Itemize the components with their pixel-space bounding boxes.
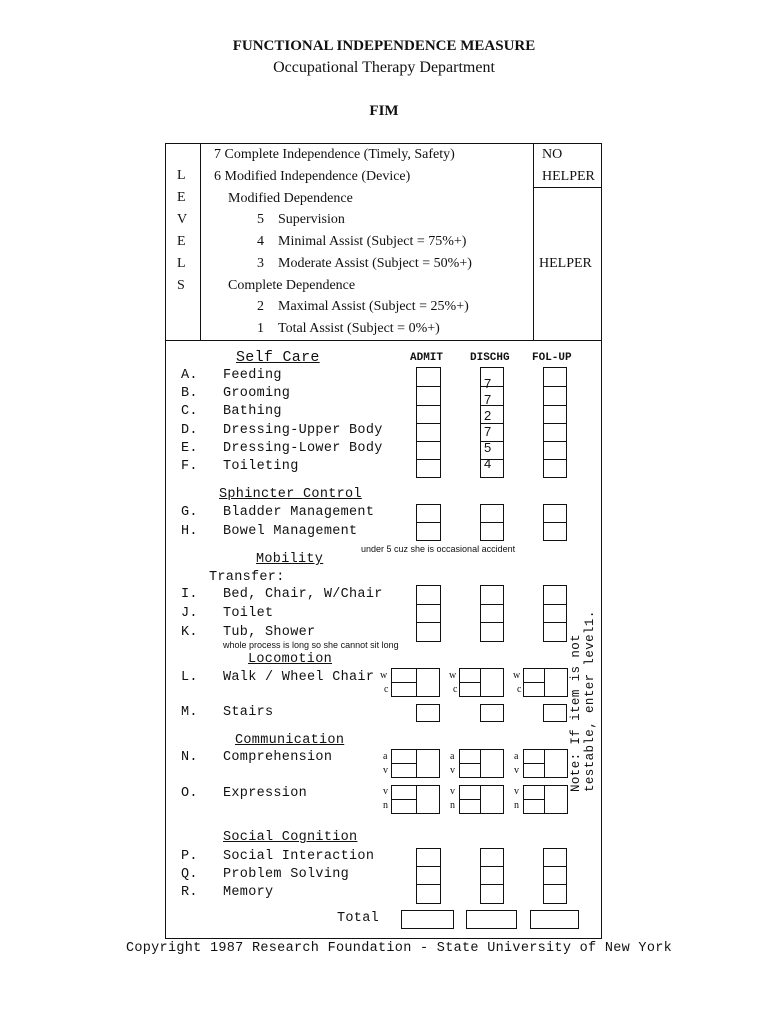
item-q-label: Problem Solving <box>223 867 350 882</box>
folup-box-j[interactable] <box>543 604 567 624</box>
folup-c-letter: c <box>517 684 522 695</box>
folup-box-q[interactable] <box>543 866 567 886</box>
item-b-letter: B. <box>181 386 198 401</box>
form-title: FUNCTIONAL INDEPENDENCE MEASURE <box>232 38 536 54</box>
folup-box-d[interactable] <box>543 423 567 443</box>
item-h-letter: H. <box>181 524 198 539</box>
item-h-label: Bowel Management <box>223 524 358 539</box>
item-a-letter: A. <box>181 368 198 383</box>
folup-wheelchair-box[interactable] <box>523 682 545 697</box>
dischg-v2-letter: v <box>450 786 455 797</box>
folup-box-n[interactable] <box>544 749 568 778</box>
levels-bottom-divider <box>165 340 602 341</box>
admit-box-n[interactable] <box>416 749 440 778</box>
dischg-score-d: 7 <box>484 424 492 439</box>
item-k-letter: K. <box>181 625 198 640</box>
levels-letter-5: L <box>177 256 186 271</box>
item-i-label: Bed, Chair, W/Chair <box>223 587 383 602</box>
level-3: Moderate Assist (Subject = 50%+) <box>278 256 472 271</box>
transfer-label: Transfer: <box>209 570 285 585</box>
admit-box-g[interactable] <box>416 504 441 523</box>
column-admit: ADMIT <box>410 352 444 364</box>
admit-total-box[interactable] <box>401 910 454 929</box>
dischg-nonvocal-box[interactable] <box>459 799 481 814</box>
tub-note: whole process is long so she cannot sit long <box>223 640 399 650</box>
admit-box-o[interactable] <box>416 785 440 814</box>
admit-box-m[interactable] <box>416 704 440 722</box>
dischg-box-p[interactable] <box>480 848 504 868</box>
item-c-label: Bathing <box>223 404 282 419</box>
levels-letter-6: S <box>177 278 185 293</box>
folup-a-letter: a <box>514 751 519 762</box>
item-r-letter: R. <box>181 885 198 900</box>
folup-walk-box[interactable] <box>523 668 545 683</box>
admit-box-r[interactable] <box>416 884 441 904</box>
admit-n-letter: n <box>383 800 388 811</box>
admit-box-e[interactable] <box>416 441 441 461</box>
dischg-vocal-box[interactable] <box>459 785 481 800</box>
dischg-wheelchair-box[interactable] <box>459 682 481 697</box>
admit-box-a[interactable] <box>416 367 441 387</box>
admit-box-p[interactable] <box>416 848 441 868</box>
admit-box-q[interactable] <box>416 866 441 886</box>
folup-box-i[interactable] <box>543 585 567 605</box>
level-4-num: 4 <box>257 234 264 249</box>
item-f-letter: F. <box>181 459 198 474</box>
item-p-label: Social Interaction <box>223 849 375 864</box>
dischg-score-f: 4 <box>484 456 492 471</box>
item-e-label: Dressing-Lower Body <box>223 441 383 456</box>
folup-n-letter: n <box>514 800 519 811</box>
folup-v2-letter: v <box>514 786 519 797</box>
dischg-auditory-box[interactable] <box>459 749 481 764</box>
admit-walk-box[interactable] <box>391 668 417 683</box>
levels-letter-3: V <box>177 212 188 227</box>
modified-dependence: Modified Dependence <box>228 191 353 206</box>
dischg-box-k[interactable] <box>480 622 504 642</box>
item-f-label: Toileting <box>223 459 299 474</box>
item-d-label: Dressing-Upper Body <box>223 423 383 438</box>
levels-left-divider <box>200 143 201 341</box>
dischg-box-r[interactable] <box>480 884 504 904</box>
admit-nonvocal-box[interactable] <box>391 799 417 814</box>
folup-box-g[interactable] <box>543 504 567 523</box>
item-m-letter: M. <box>181 705 198 720</box>
dischg-a-letter: a <box>450 751 455 762</box>
dischg-total-box[interactable] <box>466 910 517 929</box>
helper-divider <box>533 187 602 188</box>
form-name: FIM <box>369 103 399 119</box>
folup-box-e[interactable] <box>543 441 567 461</box>
levels-letter-2: E <box>177 190 186 205</box>
dischg-n-letter: n <box>450 800 455 811</box>
folup-box-l[interactable] <box>544 668 568 697</box>
department-subtitle: Occupational Therapy Department <box>273 59 495 76</box>
admit-wheelchair-box[interactable] <box>391 682 417 697</box>
dischg-score-b: 7 <box>484 392 492 407</box>
helper-label: HELPER <box>539 256 592 271</box>
folup-box-o[interactable] <box>544 785 568 814</box>
folup-box-c[interactable] <box>543 405 567 425</box>
admit-box-b[interactable] <box>416 386 441 406</box>
item-a-label: Feeding <box>223 368 282 383</box>
column-folup: FOL-UP <box>532 352 572 364</box>
folup-auditory-box[interactable] <box>523 749 545 764</box>
folup-nonvocal-box[interactable] <box>523 799 545 814</box>
dischg-c-letter: c <box>453 684 458 695</box>
folup-box-h[interactable] <box>543 522 567 541</box>
item-n-label: Comprehension <box>223 750 333 765</box>
folup-v-letter: v <box>514 765 519 776</box>
section-locomotion: Locomotion <box>248 652 333 667</box>
admit-vocal-box[interactable] <box>391 785 417 800</box>
side-note: Note: If item is not testable, enter level1. <box>569 610 597 792</box>
admit-box-f[interactable] <box>416 459 441 478</box>
item-e-letter: E. <box>181 441 198 456</box>
admit-c-letter: c <box>384 684 389 695</box>
levels-letter-4: E <box>177 234 186 249</box>
section-self-care: Self Care <box>236 349 320 366</box>
levels-letter-1: L <box>177 168 186 183</box>
folup-box-r[interactable] <box>543 884 567 904</box>
dischg-box-q[interactable] <box>480 866 504 886</box>
admit-v-letter: v <box>383 765 388 776</box>
section-social-cognition: Social Cognition <box>223 830 358 845</box>
item-g-letter: G. <box>181 505 198 520</box>
dischg-box-i[interactable] <box>480 585 504 605</box>
total-label: Total <box>337 911 380 926</box>
dischg-visual-box[interactable] <box>459 763 481 778</box>
dischg-box-j[interactable] <box>480 604 504 624</box>
item-c-letter: C. <box>181 404 198 419</box>
level-1-num: 1 <box>257 321 264 336</box>
column-dischg: DISCHG <box>470 352 510 364</box>
admit-box-i[interactable] <box>416 585 441 605</box>
item-d-letter: D. <box>181 423 198 438</box>
level-2: Maximal Assist (Subject = 25%+) <box>278 299 469 314</box>
complete-dependence: Complete Dependence <box>228 278 356 293</box>
dischg-v-letter: v <box>450 765 455 776</box>
item-r-label: Memory <box>223 885 274 900</box>
admit-w-letter: w <box>380 670 388 681</box>
folup-box-f[interactable] <box>543 459 567 478</box>
dischg-box-l[interactable] <box>480 668 504 697</box>
item-m-label: Stairs <box>223 705 274 720</box>
section-communication: Communication <box>235 733 345 748</box>
level-5: Supervision <box>278 212 345 227</box>
level-7: 7 Complete Independence (Timely, Safety) <box>214 147 455 162</box>
admit-box-j[interactable] <box>416 604 441 624</box>
item-k-label: Tub, Shower <box>223 625 316 640</box>
dischg-box-m[interactable] <box>480 704 504 722</box>
item-g-label: Bladder Management <box>223 505 375 520</box>
no-helper-helper: HELPER <box>542 169 595 184</box>
item-j-label: Toilet <box>223 606 274 621</box>
section-sphincter-control: Sphincter Control <box>219 487 362 502</box>
admit-box-d[interactable] <box>416 423 441 443</box>
admit-box-h[interactable] <box>416 522 441 541</box>
folup-box-b[interactable] <box>543 386 567 406</box>
admit-a-letter: a <box>383 751 388 762</box>
folup-visual-box[interactable] <box>523 763 545 778</box>
dischg-w-letter: w <box>449 670 457 681</box>
no-helper-no: NO <box>542 147 563 162</box>
admit-box-c[interactable] <box>416 405 441 425</box>
level-3-num: 3 <box>257 256 264 271</box>
folup-box-m[interactable] <box>543 704 567 722</box>
dischg-score-a: 7 <box>484 376 492 391</box>
folup-w-letter: w <box>513 670 521 681</box>
folup-box-k[interactable] <box>543 622 567 642</box>
admit-auditory-box[interactable] <box>391 749 417 764</box>
item-p-letter: P. <box>181 849 198 864</box>
level-5-num: 5 <box>257 212 264 227</box>
item-l-label: Walk / Wheel Chair <box>223 670 375 685</box>
dischg-box-g[interactable] <box>480 504 504 523</box>
folup-total-box[interactable] <box>530 910 579 929</box>
dischg-score-e: 5 <box>484 440 492 455</box>
level-4: Minimal Assist (Subject = 75%+) <box>278 234 467 249</box>
dischg-box-h[interactable] <box>480 522 504 541</box>
folup-vocal-box[interactable] <box>523 785 545 800</box>
folup-box-p[interactable] <box>543 848 567 868</box>
copyright: Copyright 1987 Research Foundation - State University of New York <box>125 941 673 956</box>
admit-box-l[interactable] <box>416 668 440 697</box>
dischg-score-c: 2 <box>484 408 492 423</box>
folup-box-a[interactable] <box>543 367 567 387</box>
levels-right-divider <box>533 143 534 341</box>
dischg-box-n[interactable] <box>480 749 504 778</box>
level-6: 6 Modified Independence (Device) <box>214 169 411 184</box>
admit-v2-letter: v <box>383 786 388 797</box>
item-i-letter: I. <box>181 587 198 602</box>
item-b-label: Grooming <box>223 386 291 401</box>
item-q-letter: Q. <box>181 867 198 882</box>
section-mobility: Mobility <box>256 552 324 567</box>
admit-box-k[interactable] <box>416 622 441 642</box>
dischg-walk-box[interactable] <box>459 668 481 683</box>
dischg-box-o[interactable] <box>480 785 504 814</box>
item-j-letter: J. <box>181 606 198 621</box>
item-l-letter: L. <box>181 670 198 685</box>
admit-visual-box[interactable] <box>391 763 417 778</box>
level-2-num: 2 <box>257 299 264 314</box>
level-1: Total Assist (Subject = 0%+) <box>278 321 440 336</box>
item-o-label: Expression <box>223 786 308 801</box>
bowel-note: under 5 cuz she is occasional accident <box>361 544 516 554</box>
item-n-letter: N. <box>181 750 198 765</box>
item-o-letter: O. <box>181 786 198 801</box>
